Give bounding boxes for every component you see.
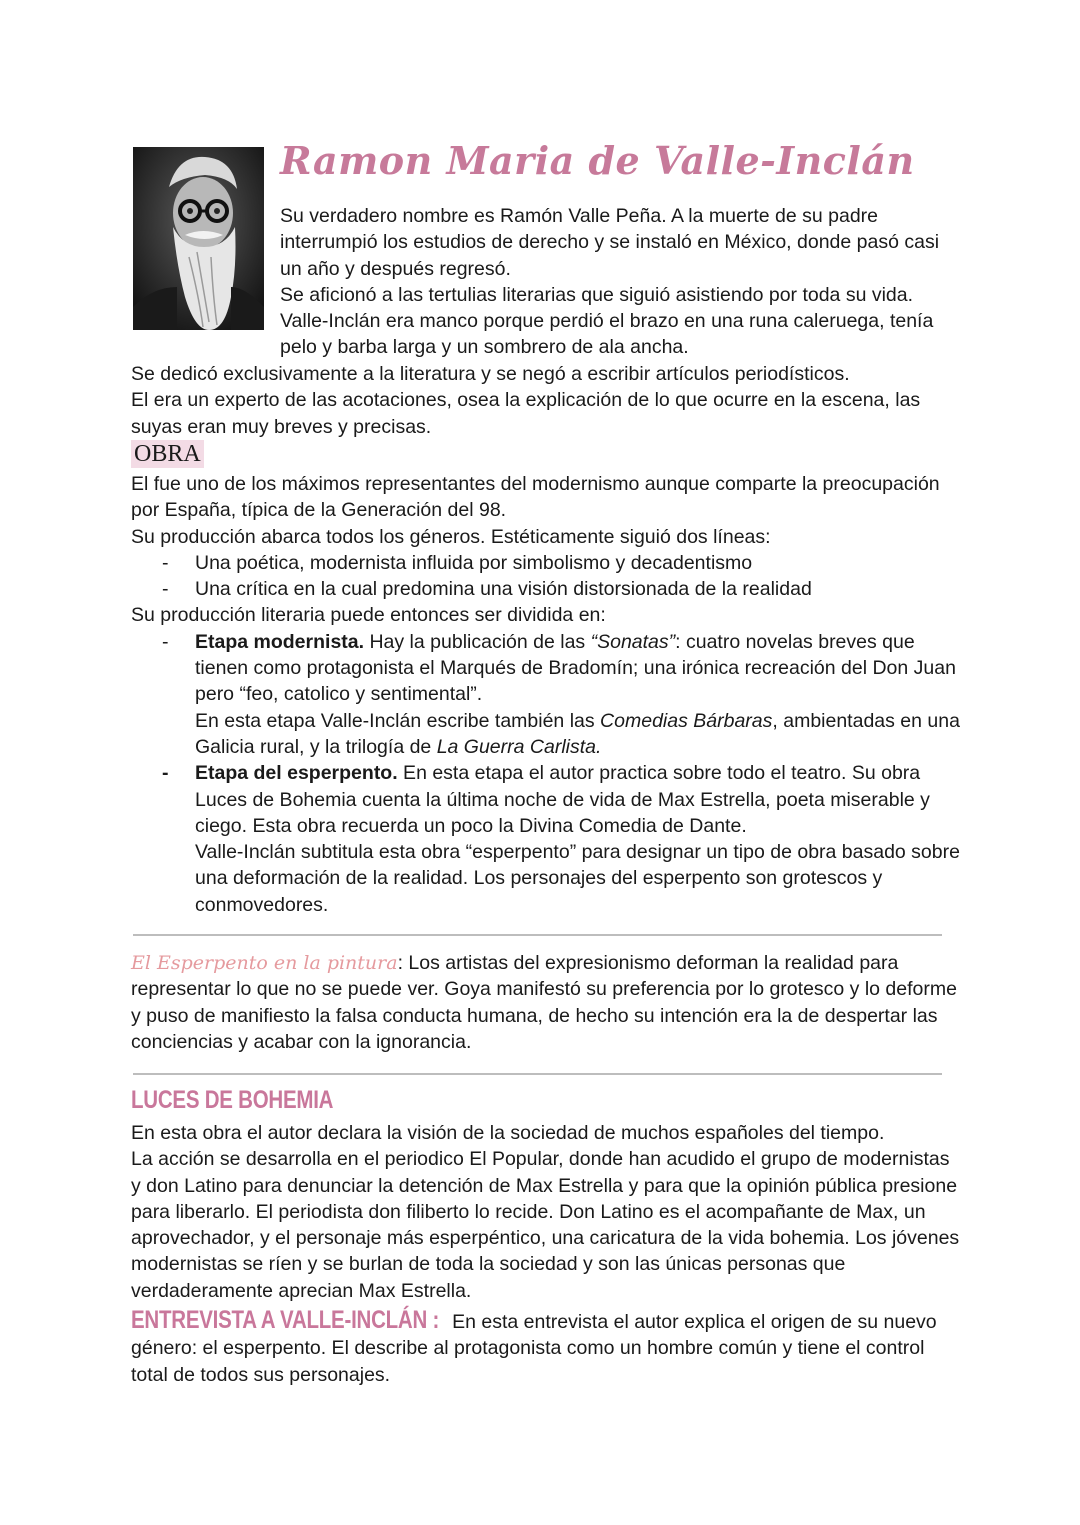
obra-section: [131, 471, 961, 918]
etapa-title: Etapa modernista.: [195, 630, 365, 653]
obra-heading: OBRA: [131, 440, 204, 468]
sonatas-title: “Sonatas”: [590, 630, 676, 653]
etapa-text: Hay la publicación de las: [364, 630, 591, 653]
biography-intro: [280, 203, 960, 361]
list-item: [131, 550, 961, 576]
obra-paragraph: Su producción literaria puede entonces ser dividida en:: [131, 604, 606, 627]
bio-paragraph: Su verdadero nombre es Ramón Valle Peña. A la muerte de su padre interrumpió los estudios de derecho y se instaló en México, donde pasó casi un año y después regresó.: [280, 205, 940, 280]
entrevista-label: ENTREVISTA A VALLE-INCLÁN :: [131, 1306, 440, 1334]
luces-section: [131, 1120, 961, 1304]
etapa-text: Valle-Inclán subtitula esta obra “esperpento” para designar un tipo de obra basado sobre una deformación de la realidad. Los personajes del esperpento son grotescos y conmovedores.: [195, 841, 960, 916]
etapa-title: Etapa del esperpento.: [195, 762, 398, 785]
entrevista-paragraph: [131, 1307, 961, 1388]
list-item-text: Una crítica en la cual predomina una visión distorsionada de la realidad: [195, 578, 812, 601]
entrevista-text: En esta entrevista el autor explica el origen de su nuevo género: el esperpento. El describe al protagonista como un hombre común y tiene el control total de todos sus personajes.: [131, 1311, 937, 1386]
biography-continued: [131, 361, 961, 440]
dash-bullet: -: [162, 630, 169, 653]
obra-paragraph: El fue uno de los máximos representantes del modernismo aunque comparte la preocupación por España, típica de la Generación del 98.: [131, 473, 940, 522]
comedias-title: Comedias Bárbaras: [600, 709, 773, 732]
etapa-text: , ambientadas en una Galicia rural, y la trilogía de: [195, 709, 960, 758]
etapas-list: [131, 629, 961, 918]
esperpento-pintura-section: [131, 950, 961, 1055]
divider: [133, 934, 942, 936]
esperpento-paragraph: [131, 950, 961, 1055]
esperpento-label: El Esperpento en la pintura: [131, 952, 398, 974]
luces-paragraph: En esta obra el autor declara la visión de la sociedad de muchos españoles del tiempo.: [131, 1122, 885, 1144]
etapa-text: En esta etapa el autor practica sobre todo el teatro. Su obra Luces de Bohemia cuenta la última noche de vida de Max Estrella, poeta miserable y ciego. Esta obra recuerda un poco la Divina Comedia de Dante.: [195, 762, 930, 837]
luces-paragraph: La acción se desarrolla en el periodico El Popular, donde han acudido el grupo de modernistas y don Latino para denunciar la detención de Max Estrella y para que la opinión pública presione para liberarlo. El periodista don filiberto lo recide. Don Latino es el acompañante de Max, un aprovechador, y el personaje más esperpéntico, una caricatura de la vida bohemia. Los jóvenes modernistas se ríen y se burlan de toda la sociedad y son las únicas personas que verdaderamente aprecian Max Estrella.: [131, 1148, 960, 1302]
dash-bullet: -: [162, 762, 169, 785]
bio-paragraph: Se dedicó exclusivamente a la literatura y se negó a escribir artículos periodísticos.: [131, 363, 850, 385]
portrait-photo: [133, 147, 264, 330]
esperpento-text: : Los artistas del expresionismo deforman la realidad para representar lo que no se puede ver. Goya manifestó su preferencia por lo grotesco y lo deforme y puso de manifiesto la falsa conducta humana, de hecho su intención era la de despertar las conciencias y acabar con la ignorancia.: [131, 952, 957, 1053]
etapa-text: : cuatro novelas breves que tienen como protagonista el Marqués de Bradomín; una irónica recreación del Don Juan pero “feo, catolico y sentimental”.: [195, 630, 956, 706]
guerra-title: La Guerra Carlista.: [436, 735, 602, 758]
page-title: Ramon Maria de Valle-Inclán: [280, 138, 915, 183]
bio-paragraph: El era un experto de las acotaciones, osea la explicación de lo que ocurre en la escena, las suyas eran muy breves y precisas.: [131, 389, 921, 438]
entrevista-section: [131, 1307, 961, 1388]
lines-list: [131, 550, 961, 603]
bio-paragraph: Se aficionó a las tertulias literarias que siguió asistiendo por toda su vida. Valle-Inclán era manco porque perdió el brazo en una runa caleruega, tenía pelo y barba larga y un sombrero de ala ancha.: [280, 283, 934, 359]
list-item-text: Una poética, modernista influida por simbolismo y decadentismo: [195, 551, 753, 574]
obra-paragraph: Su producción abarca todos los géneros. Estéticamente siguió dos líneas:: [131, 525, 771, 548]
dash-bullet: -: [162, 578, 169, 601]
etapa-esperpento-item: [131, 760, 961, 918]
etapa-modernista-item: [131, 629, 961, 760]
etapa-text: En esta etapa Valle-Inclán escribe también las: [195, 709, 601, 732]
divider: [133, 1073, 942, 1075]
list-item: [131, 576, 961, 602]
portrait-icon: [133, 147, 264, 330]
dash-bullet: -: [162, 551, 169, 574]
luces-heading: LUCES DE BOHEMIA: [131, 1086, 334, 1114]
